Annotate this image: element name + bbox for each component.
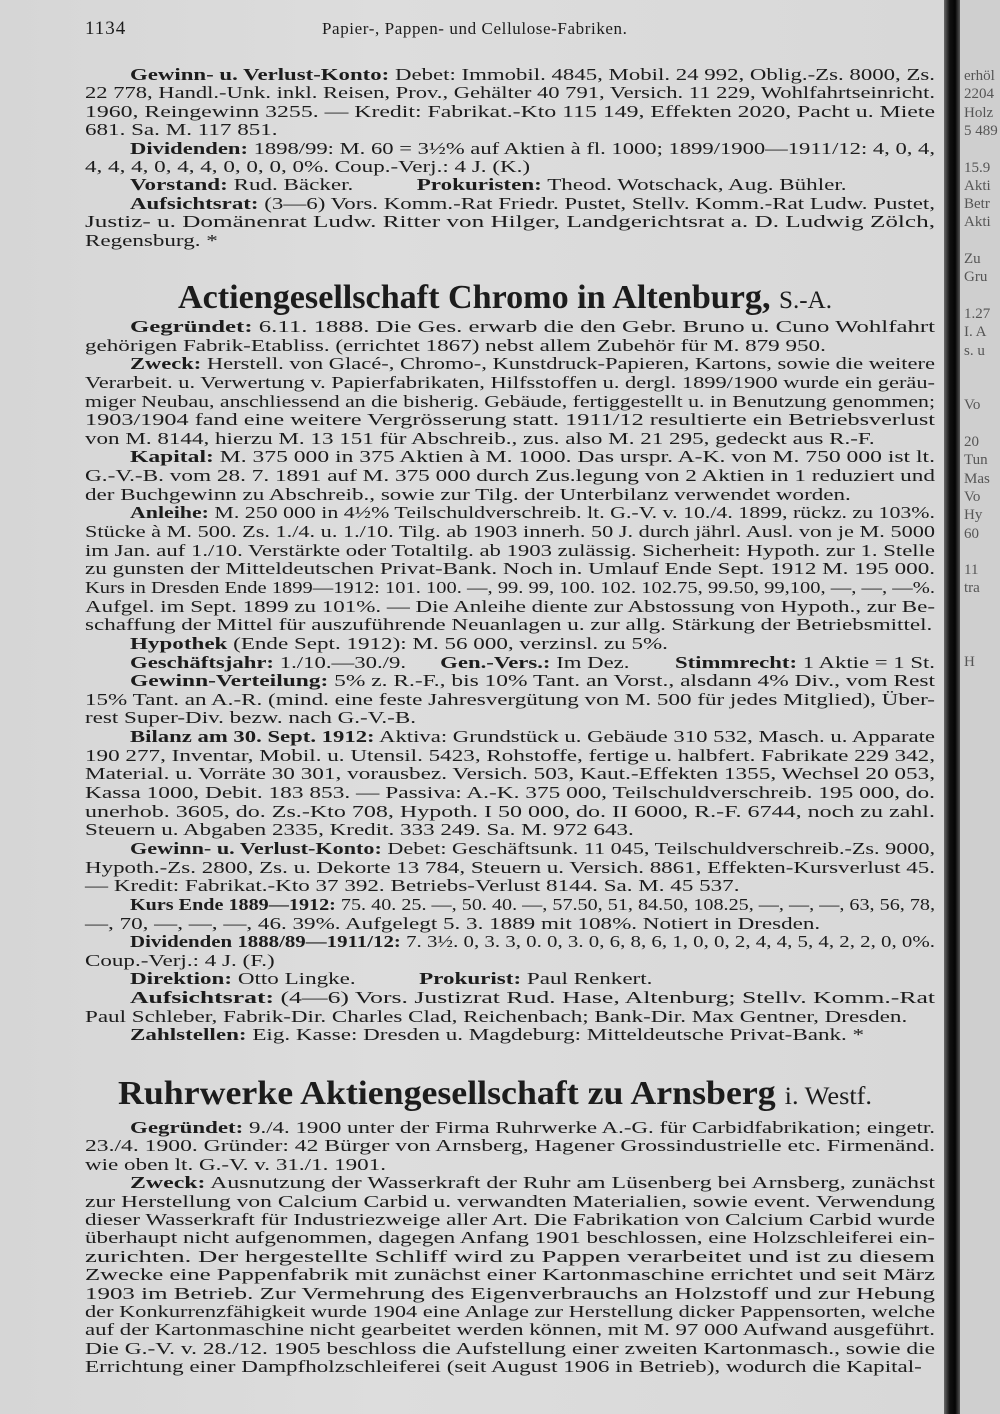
text-line: [85, 560, 935, 579]
field-label: Dividenden 1888/89—1911/12:: [130, 932, 401, 952]
paragraph: [85, 672, 935, 728]
margin-fragment: tra: [964, 580, 980, 597]
text-line: [85, 523, 935, 542]
text-line: [85, 1248, 935, 1266]
field-label: Aufsichtsrat:: [130, 193, 259, 213]
text-line: [85, 859, 935, 878]
heading-main: Actiengesellschaft Chromo in Altenburg,: [178, 279, 771, 316]
field-label: Kapital:: [130, 447, 214, 467]
text-line: [85, 195, 935, 213]
paragraph: [85, 840, 935, 896]
field-text: 75. 40. 25. —, 50. 40. —, 57.50, 51, 84.50, 108.25, —, —, —, 63, 56, 78,: [335, 894, 935, 914]
text-line: [85, 1211, 935, 1229]
margin-fragment: 2204: [964, 86, 994, 103]
text-line: [85, 486, 935, 505]
margin-fragment: H: [964, 653, 975, 670]
field-text: M. 250 000 in 4½% Teilschuldverschreib. lt. G.-V. v. 10./4. 1899, rückz. zu 103%.: [208, 503, 935, 523]
field-text: Justiz- u. Domänenrat Ludw. Ritter von Hilger, Landgerichtsrat a. D. Ludwig Zölch,: [85, 212, 935, 232]
text-line: [85, 784, 935, 803]
field-label: Stimmrecht:: [674, 652, 798, 672]
text-line: [85, 84, 935, 102]
field-text: Material. u. Vorräte 30 301, vorausbez. Versich. 503, Kaut.-Effekten 1355, Wechsel 20 053,: [85, 764, 935, 784]
paragraph: [85, 728, 935, 840]
text-line: [85, 1303, 935, 1321]
field-label: Bilanz am 30. Sept. 1912:: [130, 727, 375, 747]
field-text: 1903/1904 fand eine weitere Vergrösserung statt. 1911/12 resultierte ein Betriebsverlust: [85, 410, 935, 430]
margin-fragment: 1.27: [964, 305, 991, 322]
field-text: zu gunsten der Mitteldeutschen Privat-Bank. Noch in. Umlauf Ende Sept. 1912 M. 195 000.: [85, 559, 935, 579]
field-text: dieser Wasserkraft für Industriezweige aller Art. Die Fabrikation von Calcium Carbid wurde: [85, 1209, 935, 1229]
field-text: 4, 4, 4, 0, 4, 4, 0, 0, 0, 0%. Coup.-Verj.: 4 J. (K.): [85, 156, 531, 176]
text-line: [85, 728, 935, 747]
paragraph: [85, 318, 935, 355]
margin-fragment: 5 489: [964, 122, 998, 139]
field-text: Debet: Geschäftsunk. 11 045, Teilschuldverschreib.-Zs. 9000,: [381, 838, 935, 858]
text-line: [85, 598, 935, 617]
text-line: [85, 952, 935, 971]
field-label: Anleihe:: [130, 503, 209, 523]
field-label: Hypothek: [130, 633, 228, 653]
field-text: zurichten. Der hergestellte Schliff wird zu Pappen verarbeitet und ist zu diesem: [85, 1246, 935, 1266]
text-line: [85, 337, 935, 356]
field-text: zur Herstellung von Calcium Carbid u. verwandten Materialien, sowie event. Verwendung: [85, 1191, 935, 1211]
section-previous-company-continued: [85, 66, 935, 250]
field-text: Hypoth.-Zs. 2800, Zs. u. Dekorte 13 784, Steuern u. Versich. 8861, Effekten-Kursverlust 45.: [85, 857, 935, 877]
field-text: der Buchgewinn zu Abschreib., sowie zur Tilg. der Unterbilanz verwendet worden.: [85, 484, 851, 504]
field-text: Aktiva: Grundstück u. Gebäude 310 532, Masch. u. Apparate: [374, 727, 936, 747]
margin-fragment: s. u: [964, 342, 985, 359]
margin-fragment: Vo: [964, 397, 981, 414]
field-text: M. 375 000 in 375 Aktien à M. 1000. Das urspr. A-K. von M. 750 000 ist lt.: [213, 447, 935, 467]
text-line: [85, 448, 935, 467]
field-text: 190 277, Inventar, Mobil. u. Utensil. 5423, Rohstoffe, fertige u. halbfert. Fabrikate 229 342,: [85, 745, 935, 765]
field-text: 1./10.—30./9.: [274, 652, 441, 672]
field-text: miger Neubau, anschliessend an die bisherig. Gebäude, fertiggestellt u. in Benutzung genommen;: [85, 391, 935, 411]
margin-fragment: Zu: [964, 251, 981, 267]
field-text: 1898/99: M. 60 = 3½% auf Aktien à fl. 1000; 1899/1900—1911/12: 4, 0, 4,: [247, 138, 935, 158]
text-line: [85, 654, 935, 673]
field-text: Coup.-Verj.: 4 J. (F.): [85, 950, 275, 970]
field-text: Steuern u. Abgaben 2335, Kredit. 333 249. Sa. M. 972 643.: [85, 820, 634, 840]
field-text: 5% z. R.-F., bis 10% Tant. an Vorst., alsdann 4% Div., vom Rest: [328, 671, 935, 691]
text-line: [85, 140, 935, 158]
field-text: 1960, Reingewinn 3255. — Kredit: Fabrikat.-Kto 115 149, Effekten 2020, Pacht u. Miete: [85, 101, 935, 121]
field-label: Gewinn- u. Verlust-Konto:: [130, 65, 390, 84]
paragraph: [85, 140, 935, 177]
field-label: Prokuristen:: [416, 175, 542, 195]
field-label: Gegründet:: [130, 317, 253, 336]
margin-fragment: Mas: [964, 470, 990, 487]
text-line: [85, 672, 935, 691]
field-text: wie oben lt. G.-V. v. 31./1. 1901.: [85, 1154, 387, 1174]
text-line: [85, 66, 935, 84]
margin-fragment: I. A: [964, 324, 987, 341]
field-label: Gegründet:: [130, 1118, 244, 1137]
field-text: —, 70, —, —, —, 46. 39%. Aufgelegt 5. 3. 1889 mit 108%. Notiert in Dresden.: [85, 913, 821, 933]
text-line: [85, 709, 935, 728]
field-text: Rud. Bäcker.: [227, 175, 417, 195]
field-text: auf der Kartonmaschine nicht gearbeitet werden können, mit M. 97 000 Aufwand ausgeführt.: [85, 1320, 935, 1340]
text-line: [85, 1137, 935, 1155]
text-line: [85, 467, 935, 486]
text-line: [85, 635, 935, 654]
margin-fragment: Akti: [964, 177, 991, 194]
field-label: Direktion:: [130, 969, 233, 989]
field-label: Prokurist:: [419, 969, 522, 989]
paragraph: [85, 504, 935, 634]
heading-suffix: S.-A.: [779, 287, 832, 314]
field-text: G.-V.-B. vom 28. 7. 1891 auf M. 375 000 durch Zus.legung von 2 Aktien in 1 reduziert und: [85, 466, 935, 486]
field-label: Zahlstellen:: [130, 1025, 247, 1045]
text-line: [85, 915, 935, 934]
field-text: 22 778, Handl.-Unk. inkl. Reisen, Prov., Gehälter 40 791, Versich. 11 229, Wohlfahrtseinricht.: [85, 83, 935, 103]
field-text: schaffung der Mittel für auszuführende Neuanlagen u. zur allg. Stärkung der Betriebsmittel.: [85, 615, 933, 635]
field-text: der Konkurrenzfähigkeit wurde 1904 eine Anlage zur Herstellung dicker Pappensorten, welche: [85, 1301, 935, 1321]
text-line: [85, 579, 935, 598]
section-chromo-altenburg: [85, 318, 935, 1045]
margin-fragment: Gru: [964, 269, 988, 286]
paragraph: [85, 1174, 935, 1376]
paragraph: [85, 66, 935, 140]
field-text: (3—6) Vors. Komm.-Rat Friedr. Pustet, Stellv. Komm.-Rat Ludw. Pustet,: [258, 193, 935, 213]
text-line: [85, 103, 935, 121]
margin-fragment: 20: [964, 434, 979, 450]
text-line: [85, 821, 935, 840]
margin-fragment: Holz: [964, 104, 994, 121]
field-text: 681. Sa. M. 117 851.: [85, 120, 278, 140]
margin-fragment: 60: [964, 525, 979, 542]
field-label: Zweck:: [130, 354, 202, 374]
text-line: [85, 232, 935, 250]
page-number: 1134: [85, 18, 127, 39]
field-text: Debet: Immobil. 4845, Mobil. 24 992, Oblig.-Zs. 8000, Zs.: [389, 65, 936, 84]
text-line: [85, 616, 935, 635]
field-text: Herstell. von Glacé-, Chromo-, Kunstdruck-Papieren, Kartons, sowie die weitere: [201, 354, 935, 374]
heading-main: Ruhrwerke Aktiengesellschaft zu Arnsberg: [118, 1075, 776, 1112]
paragraph: [85, 355, 935, 448]
field-text: Aufgel. im Sept. 1899 zu 101%. — Die Anleihe diente zur Abstossung von Hypoth., zur Be-: [85, 596, 935, 616]
field-text: Zwecke eine Pappenfabrik mit zunächst einer Kartonmaschine errichtet und seit März: [85, 1265, 935, 1285]
adjacent-page-margin: [960, 0, 1000, 1414]
field-text: Stücke à M. 500. Zs. 1./4. u. 1./10. Tilg. ab 1903 innerh. 50 J. durch jährl. Ausl. von je M. 5000: [85, 522, 935, 542]
company-heading-ruhrwerke: [118, 1076, 872, 1115]
field-text: Paul Schleber, Fabrik-Dir. Charles Clad, Reichenbach; Bank-Dir. Max Gentner, Dresden.: [85, 1006, 908, 1026]
field-label: Dividenden:: [130, 138, 248, 158]
page-gutter-shadow: [944, 0, 960, 1414]
text-line: [85, 747, 935, 766]
text-line: [85, 1358, 935, 1376]
paragraph: [85, 970, 935, 989]
field-text: (4—6) Vors. Justizrat Rud. Hase, Altenburg; Stellv. Komm.-Rat: [274, 988, 935, 1008]
text-line: [85, 933, 935, 952]
paragraph: [85, 176, 935, 194]
margin-fragment: Vo: [964, 488, 981, 505]
text-line: [85, 176, 935, 194]
text-line: [85, 989, 935, 1008]
field-text: überhaupt nicht aufgenommen, dagegen Anfang 1901 beschlossen, eine Holzschleiferei ein-: [85, 1228, 936, 1248]
field-text: von M. 8144, hierzu M. 13 151 für Abschreib., zus. also M. 21 295, gedeckt aus R.-F.: [85, 428, 875, 448]
margin-fragment: erhöl: [964, 68, 995, 84]
text-line: [85, 896, 935, 915]
field-text: Verarbeit. u. Verwertung v. Papierfabrikaten, Hilfsstoffen u. dergl. 1899/1900 wurde ein geräu-: [85, 372, 935, 392]
text-line: [85, 1266, 935, 1284]
text-line: [85, 803, 935, 822]
text-line: [85, 1119, 935, 1137]
paragraph: [85, 635, 935, 654]
paragraph: [85, 1026, 935, 1045]
field-text: 23./4. 1900. Gründer: 42 Bürger von Arnsberg, Hagener Grossindustrielle etc. Firmenänd.: [85, 1136, 935, 1156]
field-text: Theod. Wotschack, Aug. Bühler.: [541, 175, 847, 195]
field-label: Vorstand:: [130, 175, 228, 195]
field-label: Kurs Ende 1889—1912:: [130, 894, 336, 914]
field-label: Gewinn-Verteilung:: [130, 671, 329, 691]
field-text: gehörigen Fabrik-Etabliss. (errichtet 1867) nebst allem Zubehör für M. 879 950.: [85, 335, 826, 355]
field-text: 1903 im Betrieb. Zur Vermehrung des Eigenverbrauchs an Holzstoff und zur Hebung: [85, 1283, 935, 1303]
text-line: [85, 1340, 935, 1358]
field-text: Eig. Kasse: Dresden u. Magdeburg: Mitteldeutsche Privat-Bank. *: [246, 1025, 865, 1045]
section-ruhrwerke-arnsberg: [85, 1119, 935, 1376]
field-text: (Ende Sept. 1912): M. 56 000, verzinsl. zu 5%.: [227, 633, 668, 653]
text-line: [85, 1321, 935, 1339]
heading-suffix: i. Westf.: [784, 1083, 872, 1110]
paragraph: [85, 896, 935, 933]
text-line: [85, 158, 935, 176]
margin-fragment: 15.9: [964, 159, 991, 176]
text-line: [85, 393, 935, 412]
field-text: Otto Lingke.: [232, 969, 420, 989]
text-line: [85, 1229, 935, 1247]
text-line: [85, 1008, 935, 1027]
field-text: Kurs in Dresden Ende 1899—1912: 101. 100. —, 99. 99, 100. 102. 102.75, 99.50, 99,100, —, —, —%.: [85, 577, 936, 597]
margin-fragment: Tun: [964, 452, 988, 469]
company-heading-chromo: [178, 280, 832, 319]
text-line: [85, 374, 935, 393]
text-line: [85, 1193, 935, 1211]
field-text: im Jan. auf 1./10. Verstärkte oder Totaltilg. ab 1903 zulässig. Sicherheit: Hypoth. zur 1. Stelle: [85, 540, 935, 560]
text-line: [85, 318, 935, 337]
text-line: [85, 970, 935, 989]
paragraph: [85, 989, 935, 1026]
paragraph: [85, 448, 935, 504]
field-text: 7. 3½. 0, 3. 3, 0. 0, 3. 0, 6, 8, 6, 1, 0, 0, 2, 4, 4, 5, 4, 2, 2, 0, 0%.: [400, 932, 935, 952]
paragraph: [85, 195, 935, 250]
field-text: Kassa 1000, Debit. 183 853. — Passiva: A.-K. 375 000, Teilschuldverschreib. 195 000, do.: [85, 783, 935, 803]
margin-fragment: 11: [964, 562, 979, 579]
text-line: [85, 411, 935, 430]
text-line: [85, 840, 935, 859]
field-label: Gewinn- u. Verlust-Konto:: [130, 838, 382, 858]
text-line: [85, 542, 935, 561]
field-label: Zweck:: [130, 1173, 206, 1193]
text-line: [85, 877, 935, 896]
margin-fragment: Betr: [964, 196, 990, 213]
text-line: [85, 1156, 935, 1174]
field-text: 9./4. 1900 unter der Firma Ruhrwerke A.-G. für Carbidfabrikation; eingetr.: [243, 1118, 936, 1137]
field-text: Die G.-V. v. 28./12. 1905 beschloss die Aufstellung einer zweiten Kartonmasch., sowie die: [85, 1338, 935, 1358]
field-text: Regensburg. *: [85, 230, 218, 250]
field-text: Im Dez.: [550, 652, 675, 672]
text-line: [85, 121, 935, 139]
running-title: Papier-, Pappen- und Cellulose-Fabriken.: [322, 19, 628, 38]
text-line: [85, 504, 935, 523]
field-text: unerhob. 3605, do. Zs.-Kto 708, Hypoth. I 50 000, do. II 6000, R.-F. 6744, noch zu zahl.: [85, 801, 935, 821]
field-label: Aufsichtsrat:: [130, 988, 275, 1008]
paragraph: [85, 654, 935, 673]
field-text: rest Super-Div. bezw. nach G.-V.-B.: [85, 708, 417, 728]
field-text: 6.11. 1888. Die Ges. erwarb die den Gebr. Bruno u. Cuno Wohlfahrt: [252, 317, 935, 336]
text-line: [85, 1026, 935, 1045]
field-text: 15% Tant. an A.-R. (mind. eine feste Jahresvergütung von M. 500 für jedes Mitglied), Über-: [85, 689, 936, 709]
field-text: 1 Aktie = 1 St.: [797, 652, 935, 672]
text-line: [85, 1285, 935, 1303]
text-line: [85, 1174, 935, 1192]
paragraph: [85, 933, 935, 970]
text-line: [85, 765, 935, 784]
paragraph: [85, 1119, 935, 1174]
margin-fragment: Hy: [964, 507, 983, 524]
field-text: Ausnutzung der Wasserkraft der Ruhr am Lüsenberg bei Arnsberg, zunächst: [205, 1173, 935, 1193]
field-text: Paul Renkert.: [521, 969, 653, 989]
text-line: [85, 691, 935, 710]
field-text: — Kredit: Fabrikat.-Kto 37 392. Betriebs-Verlust 8144. Sa. M. 45 537.: [85, 876, 740, 896]
field-text: Errichtung einer Dampfholzschleiferei (seit August 1906 in Betrieb), wodurch die Kapital-: [85, 1357, 922, 1377]
text-line: [85, 213, 935, 231]
text-line: [85, 430, 935, 449]
margin-fragment: Akti: [964, 214, 991, 231]
field-label: Gen.-Vers.:: [440, 652, 551, 672]
field-label: Geschäftsjahr:: [130, 652, 275, 672]
text-line: [85, 355, 935, 374]
